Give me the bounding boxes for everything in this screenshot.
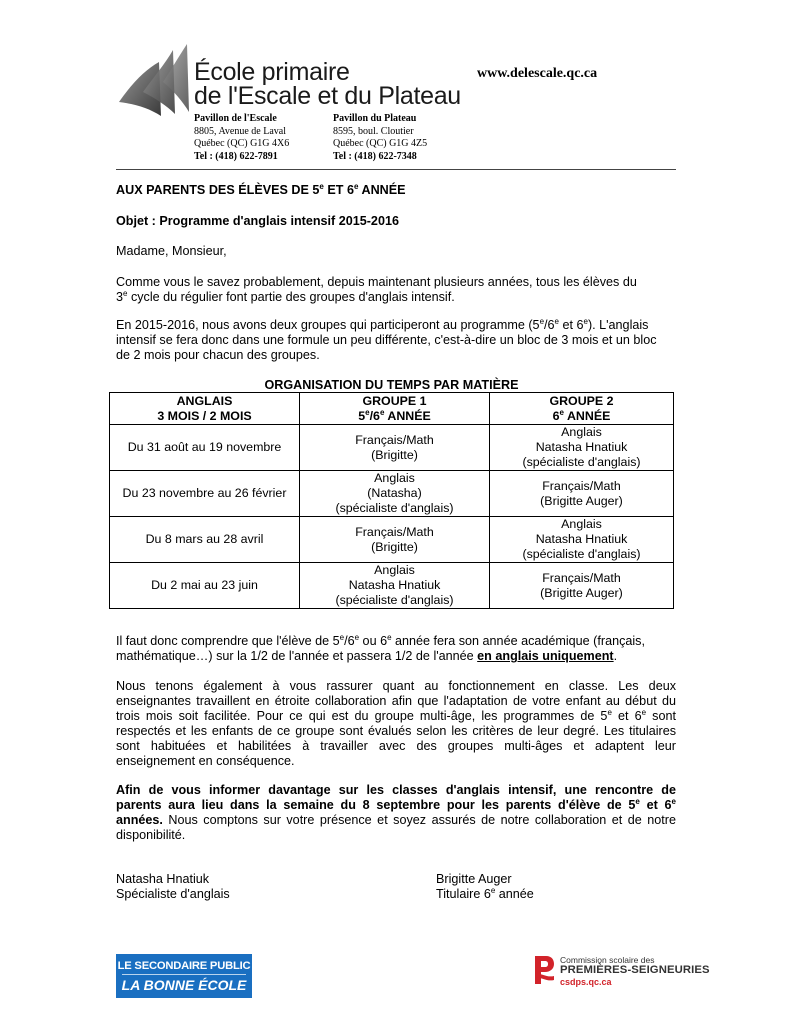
table-row [110,563,674,609]
group1-cell: Anglais (Natasha) (spécialiste d'anglais) [300,471,490,517]
paragraph-1: Comme vous le savez probablement, depuis maintenant plusieurs années, tous les élèves du 3e cycle du régulier font partie des groupes d'anglais intensif. [116,275,637,304]
recipients-heading: AUX PARENTS DES ÉLÈVES DE 5e ET 6e ANNÉE [116,181,406,197]
school-name-line1: École primaire [194,58,350,86]
paragraph-3: Il faut donc comprendre que l'élève de 5e/6e ou 6e année fera son année académique (français, mathématique…) sur la 1/2 de l'année et passera 1/2 de l'année en anglais uniquement. [116,632,645,663]
table-row [110,425,674,471]
schedule-table [109,392,674,609]
pavilion-address: 8595, boul. Cloutier [333,125,414,137]
period-cell: Du 31 août au 19 novembre [110,425,300,471]
pavilion-plateau [333,113,427,163]
period-cell: Du 23 novembre au 26 février [110,471,300,517]
group1-cell: Français/Math (Brigitte) [300,425,490,471]
header-anglais: ANGLAIS 3 MOIS / 2 MOIS [110,393,300,425]
paragraph-5: Afin de vous informer davantage sur les classes d'anglais intensif, une rencontre de parents aura lieu dans la semaine du 8 septembre pour les parents d'élève de 5e et 6e années. Nous comptons sur votre présence et soyez assurés de notre collaboration et de notre disponibilité. [116,783,676,842]
pavilion-city: Québec (QC) G1G 4X6 [194,138,290,149]
header-groupe-1: GROUPE 1 5e/6e ANNÉE [300,393,490,425]
school-name [194,60,461,108]
pavilion-name: Pavillon de l'Escale [194,113,277,124]
group2-cell: Anglais Natasha Hnatiuk (spécialiste d'anglais) [490,517,674,563]
signature-title: Titulaire 6e année [436,885,534,901]
group2-cell: Français/Math (Brigitte Auger) [490,563,674,609]
pavilion-escale [194,113,289,163]
school-website: www.delescale.qc.ca [477,66,598,81]
table-row [110,517,674,563]
subject-line: Objet : Programme d'anglais intensif 2015-2016 [116,214,399,228]
paragraph-2: En 2015-2016, nous avons deux groupes qui participeront au programme (5e/6e et 6e). L'anglais intensif se fera donc dans une formule un peu différente, c'est-à-dire un bloc de 3 mois et un bloc de 2 mois pour chacun des groupes. [116,316,657,362]
group2-cell: Français/Math (Brigitte Auger) [490,471,674,517]
table-title: ORGANISATION DU TEMPS PAR MATIÈRE [264,378,519,392]
cs-premieres-seigneuries-logo: Commission scolaire des PREMIÈRES-SEIGNEURIES csdps.qc.ca [530,952,720,992]
signature-name: Brigitte Auger [436,872,512,886]
cs-emblem-icon [532,954,556,986]
pavilion-address: 8805, Avenue de Laval [194,125,287,137]
pavilion-name: Pavillon du Plateau [333,113,417,124]
group1-cell: Anglais Natasha Hnatiuk (spécialiste d'anglais) [300,563,490,609]
header-divider [116,169,676,170]
secondaire-public-logo: LE SECONDAIRE PUBLIC LA BONNE ÉCOLE [116,954,252,998]
paragraph-4: Nous tenons également à vous rassurer quant au fonctionnement en classe. Les deux enseignantes travaillent en étroite collaboration afin que l'adaptation de votre enfant au début du trois mois soit facilitée. Pour ce qui est du groupe multi-âge, les programmes de 5e et 6e sont respectés et les enfants de ce groupe sont évalués selon les critères de leur degré. Les titulaires sont habituées et habilitées à travailler avec des groupes multi-âges et adaptent leur enseignement en conséquence. [116,679,676,768]
table-row [110,471,674,517]
salutation: Madame, Monsieur, [116,244,227,258]
pavilion-city: Québec (QC) G1G 4Z5 [333,138,428,149]
signature-brigitte [436,872,676,902]
group1-cell: Français/Math (Brigitte) [300,517,490,563]
pavilion-tel: Tel : (418) 622-7891 [194,150,278,162]
pavilion-tel: Tel : (418) 622-7348 [333,150,417,162]
table-header-row [110,393,674,425]
signature-natasha [116,872,366,902]
period-cell: Du 2 mai au 23 juin [110,563,300,609]
school-logo-graphic [115,42,193,120]
signature-title: Spécialiste d'anglais [116,887,230,901]
emphasis-english-only: en anglais uniquement [477,649,614,663]
group2-cell: Anglais Natasha Hnatiuk (spécialiste d'anglais) [490,425,674,471]
period-cell: Du 8 mars au 28 avril [110,517,300,563]
header-groupe-2: GROUPE 2 6e ANNÉE [490,393,674,425]
school-name-line2: de l'Escale et du Plateau [194,82,461,110]
signature-name: Natasha Hnatiuk [116,872,210,886]
